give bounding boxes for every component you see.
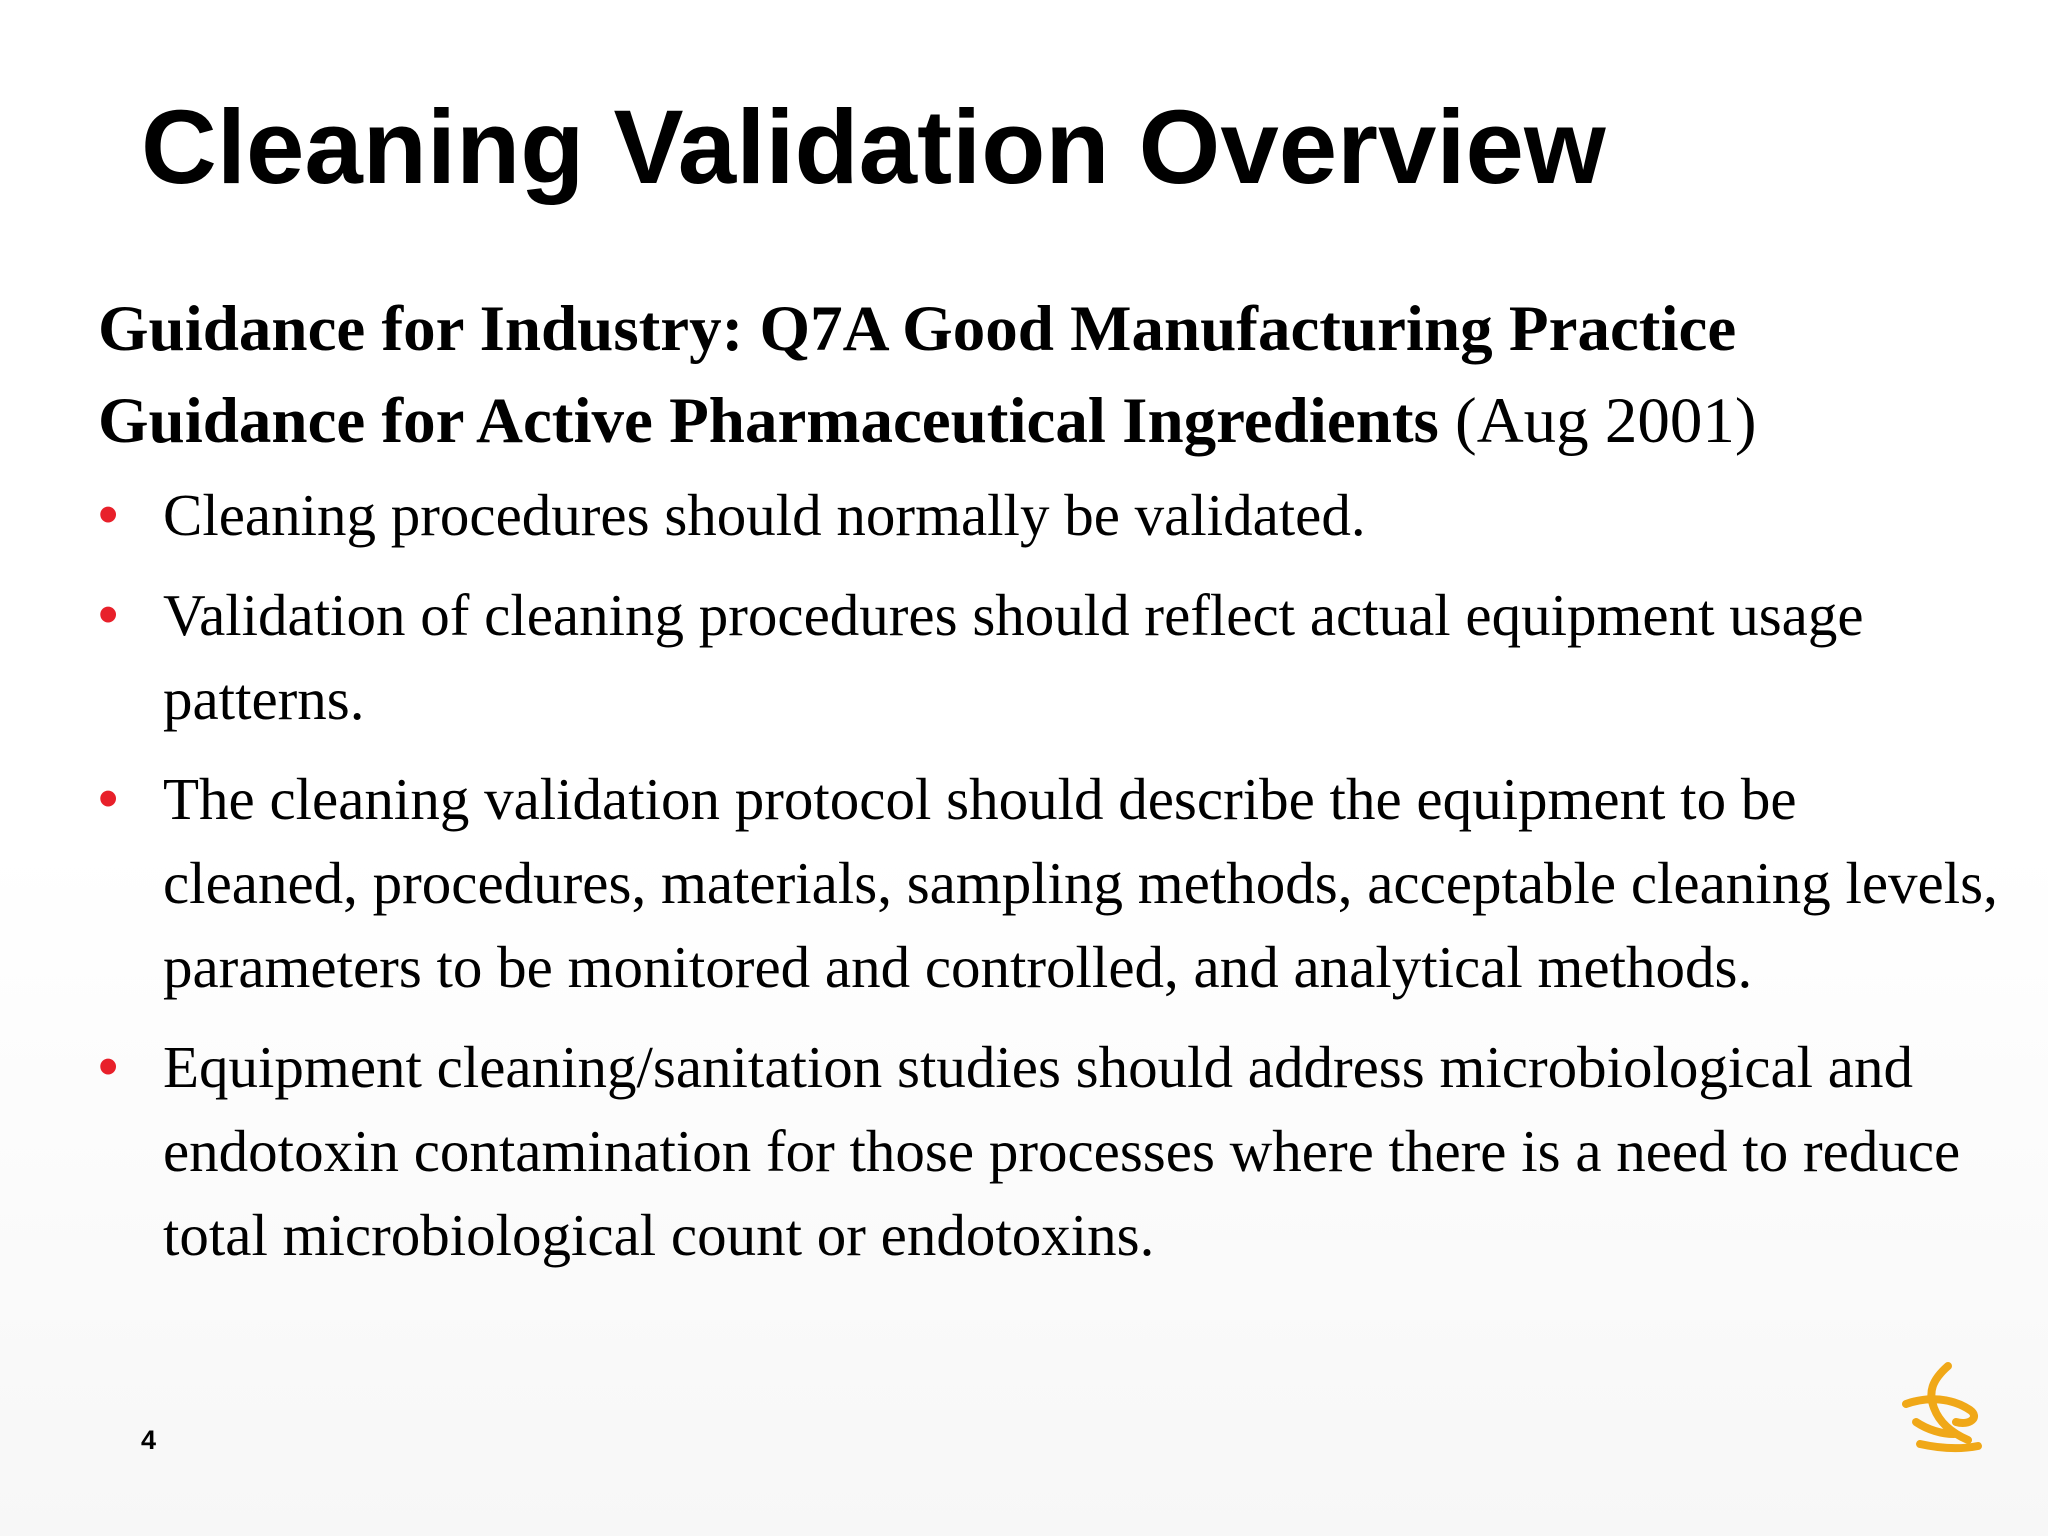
bullet-text: Cleaning procedures should normally be validated. <box>163 482 1366 548</box>
bullet-text: Equipment cleaning/sanitation studies should address microbiological and endotoxin contamination for those processes where there is a need to reduce total microbiological count or endotoxins. <box>163 1034 1961 1268</box>
company-logo-icon <box>1898 1360 1986 1458</box>
bullet-text: The cleaning validation protocol should describe the equipment to be cleaned, procedures, materials, sampling methods, acceptable cleaning levels, parameters to be monitored and controlled, and analytical methods. <box>163 766 1998 1000</box>
bullet-icon: • <box>98 766 119 831</box>
bullet-icon: • <box>98 582 119 647</box>
slide-title: Cleaning Validation Overview <box>141 89 1606 206</box>
bullet-item <box>98 573 1998 741</box>
bullet-item <box>98 1025 1998 1277</box>
slide-content <box>98 283 1998 1277</box>
company-logo-graphic <box>1898 1360 1986 1458</box>
bullet-icon: • <box>98 482 119 547</box>
subtitle-date: (Aug 2001) <box>1438 385 1757 457</box>
subtitle-guidance-name: Guidance for Industry: Q7A Good Manufacturing Practice Guidance for Active Pharmaceutical Ingredients <box>98 293 1737 457</box>
bullet-item <box>98 473 1998 557</box>
bullet-text: Validation of cleaning procedures should reflect actual equipment usage patterns. <box>163 582 1864 732</box>
bullet-icon: • <box>98 1034 119 1099</box>
page-number: 4 <box>141 1425 157 1455</box>
bullet-item <box>98 757 1998 1009</box>
subtitle <box>98 283 1998 467</box>
bullet-list <box>98 473 1998 1277</box>
